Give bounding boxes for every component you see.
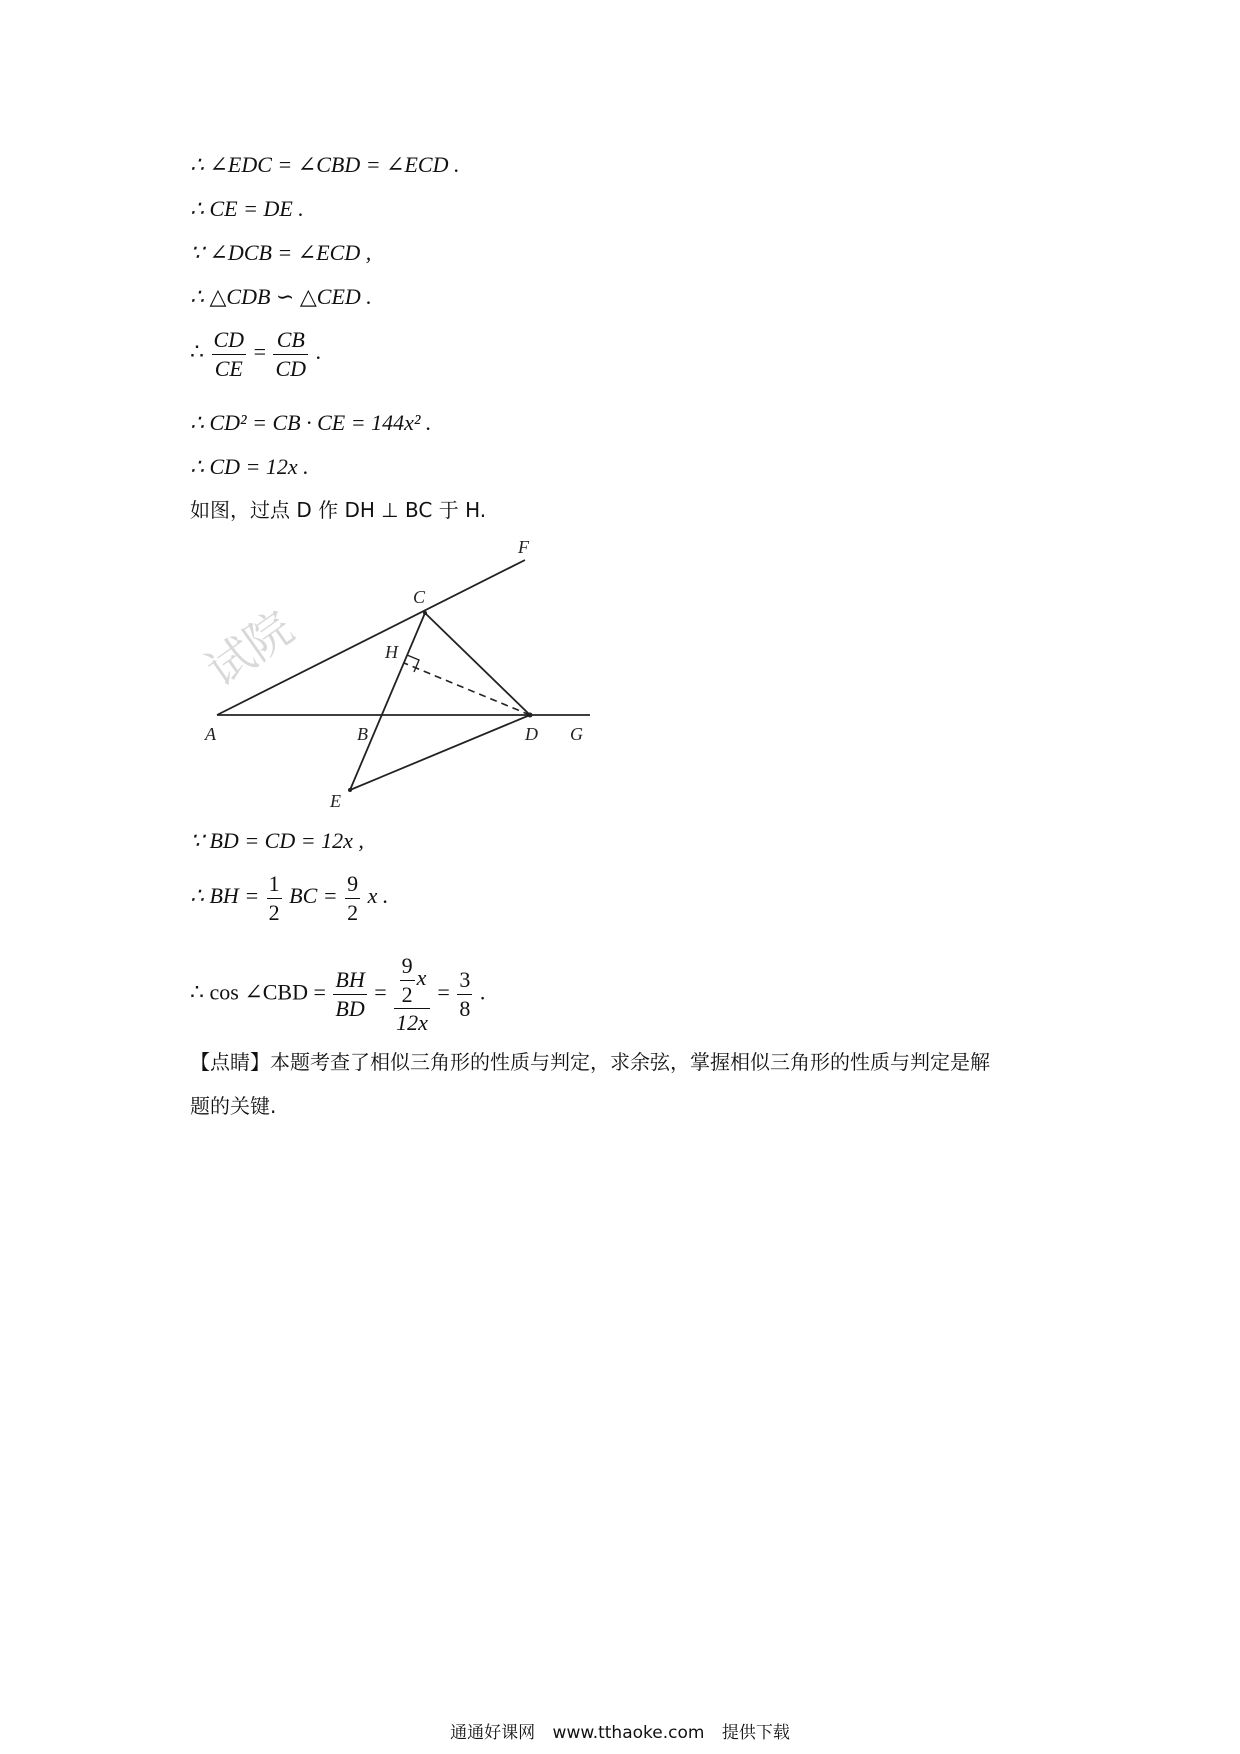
step-cd-squared: ∴ CD² = CB · CE = 144x² . bbox=[190, 410, 432, 435]
half-fraction: $\frac{1}{2}$ bbox=[268, 871, 280, 925]
label-b: B bbox=[357, 724, 368, 744]
label-a: A bbox=[205, 724, 216, 744]
label-h: H bbox=[385, 642, 398, 662]
cos-fraction-3: $\frac{3}{8}$ bbox=[459, 967, 471, 1021]
step-bd-cd: ∵ BD = CD = 12x , bbox=[190, 828, 364, 853]
footer-brand: 通通好课网 bbox=[450, 1723, 536, 1743]
comment-line-1: 【点睛】本题考查了相似三角形的性质与判定，求余弦，掌握相似三角形的性质与判定是解 bbox=[190, 1050, 990, 1074]
label-f: F bbox=[518, 537, 529, 557]
page-footer bbox=[0, 1718, 1240, 1743]
label-d: D bbox=[525, 724, 538, 744]
geometry-figure bbox=[185, 535, 605, 815]
step-bh: ∴ BH = $\frac{1}{2}$ BC = $\frac{9}{2}$ x . bbox=[190, 871, 389, 925]
comment-line-2: 题的关键. bbox=[190, 1094, 277, 1118]
cos-fraction-1: $\frac{BH}{BD}$ bbox=[335, 967, 365, 1021]
step-cd-value: ∴ CD = 12x . bbox=[190, 454, 309, 479]
ratio-fraction-right: $\frac{CB}{CD}$ bbox=[275, 327, 307, 381]
label-g: G bbox=[570, 724, 583, 744]
step-cosine: ∴ cos ∠CBD = $\frac{BH}{BD}$ = $\frac{9}{2}$ x 12x = $\frac{3}{8}$ . bbox=[190, 953, 486, 1035]
step-angle-dcb: ∵ ∠DCB = ∠ECD , bbox=[190, 240, 372, 265]
step-similar: ∴ △CDB ∽ △CED . bbox=[190, 284, 372, 309]
cos-fraction-2: $\frac{9}{2}$ x 12x bbox=[396, 953, 428, 1035]
watermark: 试院 bbox=[196, 600, 303, 698]
footer-url[interactable]: www.tthaoke.com bbox=[552, 1723, 705, 1743]
step-ratio: ∴ $\frac{CD}{CE}$ = $\frac{CB}{CD}$ . bbox=[190, 327, 322, 381]
footer-note: 提供下载 bbox=[721, 1723, 790, 1743]
label-c: C bbox=[413, 587, 426, 607]
step-angle-equal: ∴ ∠EDC = ∠CBD = ∠ECD . bbox=[190, 152, 460, 177]
label-e: E bbox=[330, 791, 341, 811]
ratio-fraction-left: $\frac{CD}{CE}$ bbox=[213, 327, 245, 381]
step-ce-de: ∴ CE = DE . bbox=[190, 196, 304, 221]
step-construction: 如图，过点 D 作 DH ⊥ BC 于 H. bbox=[190, 498, 487, 522]
nine-halves-fraction: $\frac{9}{2}$ bbox=[347, 871, 359, 925]
